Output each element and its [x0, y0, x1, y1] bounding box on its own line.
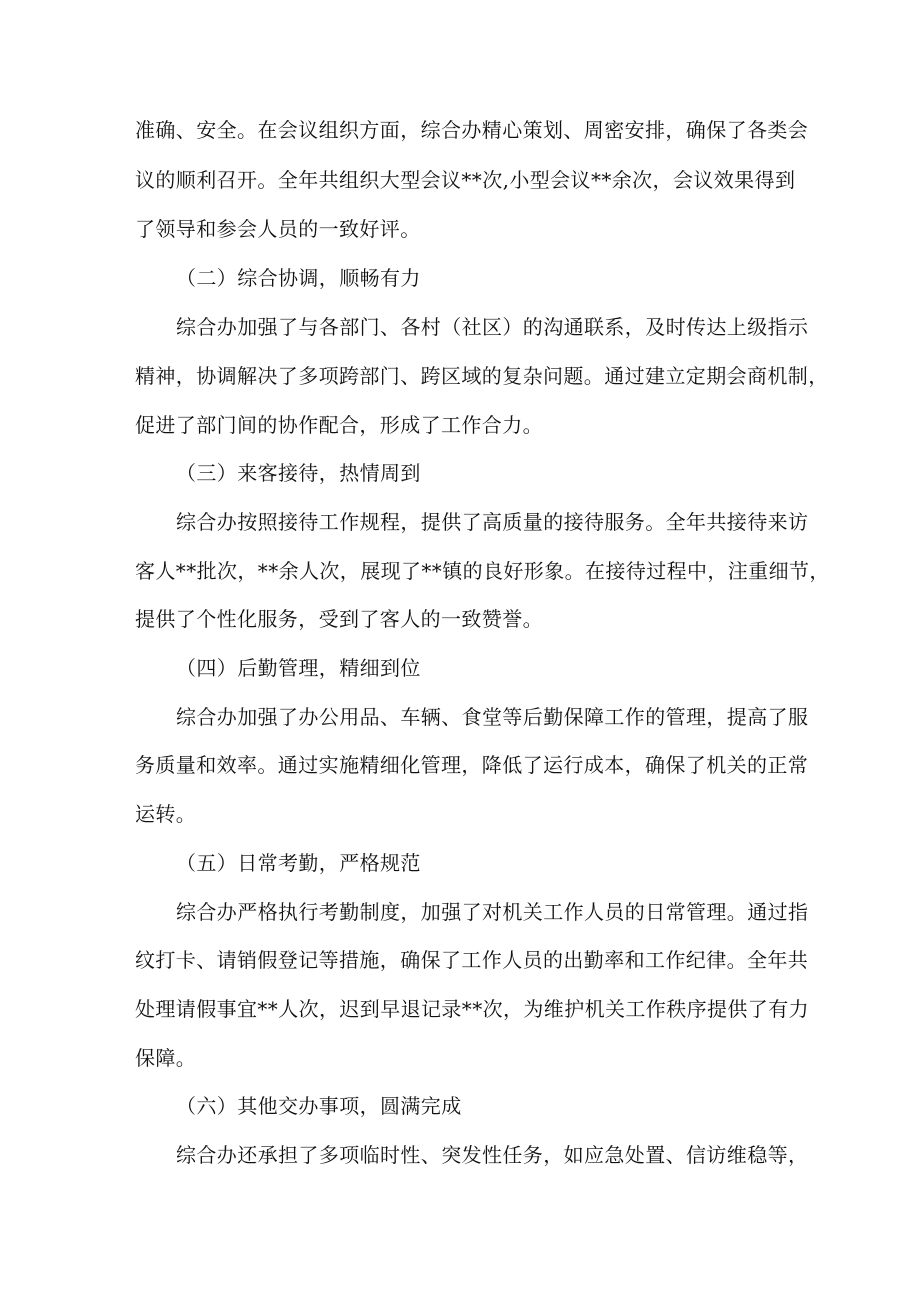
paragraph-line: 议的顺利召开。全年共组织大型会议**次,小型会议**余次，会议效果得到 — [135, 168, 796, 192]
section-heading: （三）来客接待，热情周到 — [176, 461, 421, 485]
paragraph-line: 运转。 — [135, 802, 197, 826]
paragraph-line: 客人**批次，**余人次，展现了**镇的良好形象。在接待过程中，注重细节， — [135, 559, 830, 583]
paragraph-line: 促进了部门间的协作配合，形成了工作合力。 — [135, 413, 543, 437]
paragraph-line: 提供了个性化服务，受到了客人的一致赞誉。 — [135, 607, 543, 631]
section-heading: （六）其他交办事项，圆满完成 — [176, 1094, 462, 1118]
section-heading: （二）综合协调，顺畅有力 — [176, 266, 421, 290]
paragraph-line: 纹打卡、请销假登记等措施，确保了工作人员的出勤率和工作纪律。全年共 — [135, 948, 809, 972]
paragraph-line: 综合办还承担了多项临时性、突发性任务，如应急处置、信访维稳等， — [176, 1143, 809, 1167]
paragraph-line: 综合办严格执行考勤制度，加强了对机关工作人员的日常管理。通过指 — [176, 900, 809, 924]
paragraph-line: 准确、安全。在会议组织方面，综合办精心策划、周密安排，确保了各类会 — [135, 118, 809, 142]
paragraph-line: 了领导和参会人员的一致好评。 — [135, 217, 421, 241]
section-heading: （五）日常考勤，严格规范 — [176, 851, 421, 875]
paragraph-line: 精神，协调解决了多项跨部门、跨区域的复杂问题。通过建立定期会商机制， — [135, 364, 829, 388]
paragraph-line: 保障。 — [135, 1046, 197, 1070]
paragraph-line: 务质量和效率。通过实施精细化管理，降低了运行成本，确保了机关的正常 — [135, 753, 809, 777]
paragraph-line: 综合办加强了办公用品、车辆、食堂等后勤保障工作的管理，提高了服 — [176, 705, 809, 729]
paragraph-line: 综合办加强了与各部门、各村（社区）的沟通联系，及时传达上级指示 — [176, 315, 809, 339]
section-heading: （四）后勤管理，精细到位 — [176, 656, 421, 680]
paragraph-line: 处理请假事宜**人次，迟到早退记录**次，为维护机关工作秩序提供了有力 — [135, 997, 809, 1021]
paragraph-line: 综合办按照接待工作规程，提供了高质量的接待服务。全年共接待来访 — [176, 510, 809, 534]
